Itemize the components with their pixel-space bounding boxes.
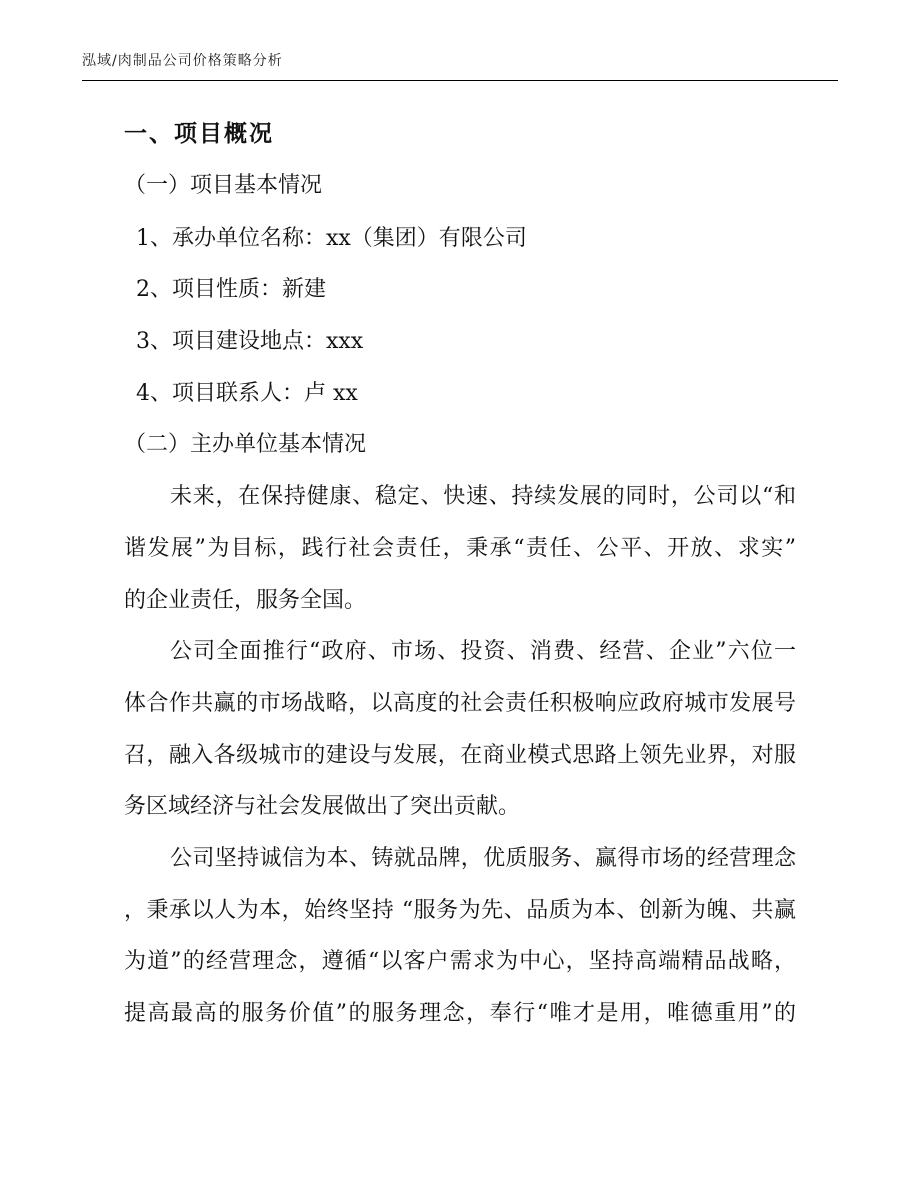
list-item: 4、项目联系人：卢 xx: [136, 381, 358, 406]
paragraph-line: 体合作共赢的市场战略，以高度的社会责任积极响应政府城市发展号: [124, 691, 796, 716]
list-item: 2、项目性质：新建: [136, 277, 326, 302]
paragraph-line: 未来，在保持健康、稳定、快速、持续发展的同时，公司以“和: [170, 484, 796, 509]
paragraph-line: 提高最高的服务价值”的服务理念，奉行“唯才是用，唯德重用”的: [124, 1001, 796, 1026]
paragraph-line: 谐发展”为目标，践行社会责任，秉承“责任、公平、开放、求实”: [124, 536, 796, 561]
paragraph-line: ，秉承以人为本，始终坚持 “服务为先、品质为本、创新为魄、共赢: [124, 898, 796, 923]
paragraph-line: 公司坚持诚信为本、铸就品牌，优质服务、赢得市场的经营理念: [170, 846, 796, 871]
subsection-heading-project-info: （一）项目基本情况: [124, 173, 323, 198]
section-heading: 一、项目概况: [124, 121, 274, 147]
paragraph-line: 召，融入各级城市的建设与发展，在商业模式思路上领先业界，对服: [124, 743, 796, 768]
paragraph-line: 为道”的经营理念，遵循“以客户需求为中心，坚持高端精品战略，: [124, 949, 796, 974]
paragraph-line: 务区域经济与社会发展做出了突出贡献。: [124, 794, 521, 819]
header-divider: [82, 80, 838, 81]
list-item: 1、承办单位名称：xx（集团）有限公司: [136, 226, 527, 251]
subsection-heading-sponsor-info: （二）主办单位基本情况: [124, 432, 367, 457]
list-item: 3、项目建设地点：xxx: [136, 329, 364, 354]
running-header: 泓域/肉制品公司价格策略分析: [82, 53, 283, 69]
paragraph-line: 的企业责任，服务全国。: [124, 588, 367, 613]
paragraph-line: 公司全面推行“政府、市场、投资、消费、经营、企业”六位一: [170, 639, 796, 664]
